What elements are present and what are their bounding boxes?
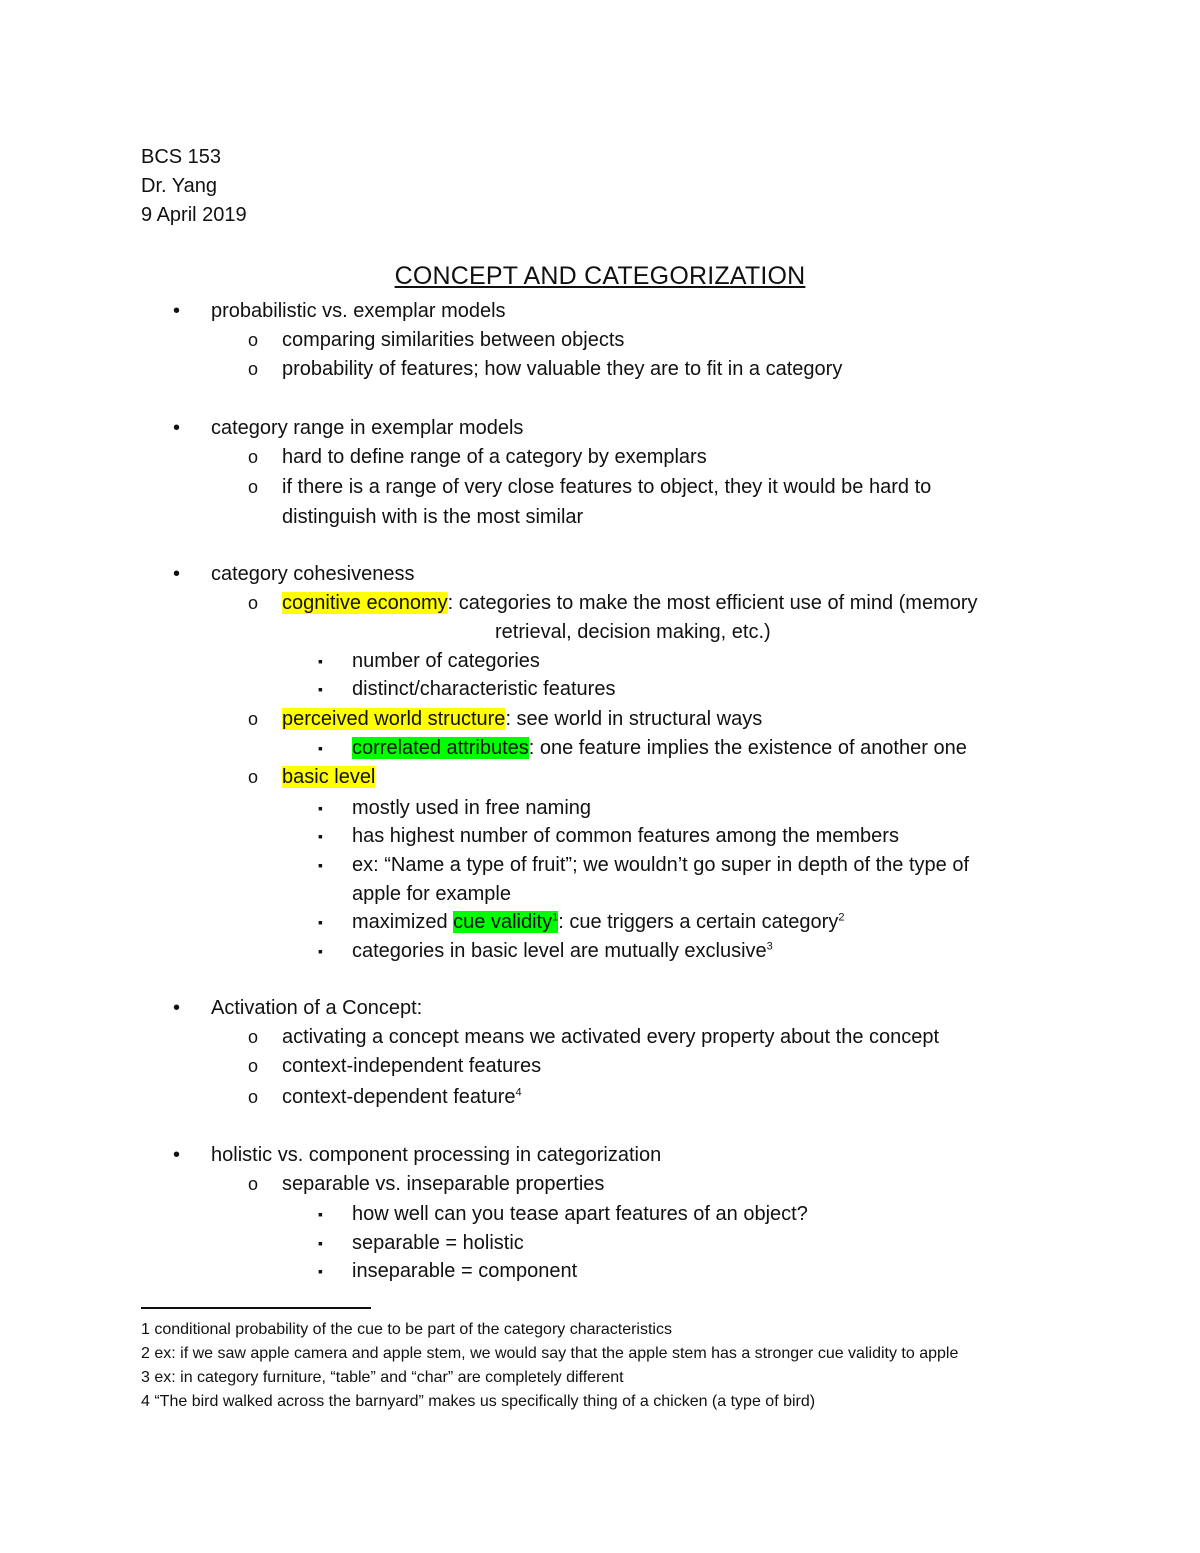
list-item: comparing similarities between objects — [282, 329, 625, 351]
bullet-square-icon: ▪ — [318, 681, 323, 697]
term-definition: : one feature implies the existence of another one — [528, 737, 967, 759]
list-item: mostly used in free naming — [352, 797, 592, 819]
highlighted-term: cognitive economy — [282, 592, 448, 614]
list-item: distinct/characteristic features — [352, 678, 616, 700]
bullet-square-icon: ▪ — [318, 1263, 323, 1279]
instructor-name: Dr. Yang — [141, 175, 217, 197]
bullet-square-icon: ▪ — [318, 1235, 323, 1251]
bullet-circle-icon: o — [248, 1174, 259, 1194]
highlighted-term: perceived world structure — [282, 708, 506, 730]
footnote-ref: 3 — [766, 940, 773, 953]
list-item: number of categories — [352, 650, 540, 672]
section-heading: holistic vs. component processing in categorization — [211, 1144, 662, 1166]
list-item — [282, 591, 978, 615]
term-text: cue validity — [453, 911, 553, 933]
term-definition: : see world in structural ways — [505, 708, 763, 730]
bullet-disc-icon: • — [173, 563, 181, 585]
list-item: separable vs. inseparable properties — [282, 1173, 605, 1195]
item-prefix: maximized — [352, 911, 454, 933]
list-item: context-independent features — [282, 1055, 542, 1077]
term-definition: : categories to make the most efficient use of mind (memory — [447, 592, 978, 614]
section-heading: category cohesiveness — [211, 563, 415, 585]
bullet-square-icon: ▪ — [318, 828, 323, 844]
document-date: 9 April 2019 — [141, 204, 247, 226]
footnote: 1 conditional probability of the cue to be part of the category characteristics — [141, 1321, 672, 1338]
list-item: hard to define range of a category by exemplars — [282, 446, 707, 468]
list-item: has highest number of common features among the members — [352, 825, 899, 847]
section-heading: Activation of a Concept: — [211, 997, 423, 1019]
bullet-disc-icon: • — [173, 417, 181, 439]
list-item-continuation: distinguish with is the most similar — [282, 506, 584, 528]
bullet-circle-icon: o — [248, 767, 259, 787]
list-item: probability of features; how valuable they are to fit in a category — [282, 358, 843, 380]
page-title: CONCEPT AND CATEGORIZATION — [394, 262, 806, 290]
course-code: BCS 153 — [141, 146, 222, 168]
bullet-disc-icon: • — [173, 1144, 181, 1166]
list-item-continuation: retrieval, decision making, etc.) — [495, 621, 771, 643]
bullet-square-icon: ▪ — [318, 740, 323, 756]
item-text: context-dependent feature — [282, 1086, 516, 1108]
list-item — [352, 910, 844, 934]
term-definition: : cue triggers a certain category — [558, 911, 839, 933]
list-item: if there is a range of very close features to object, they it would be hard to — [282, 476, 932, 498]
list-item — [352, 939, 773, 963]
section-heading: category range in exemplar models — [211, 417, 524, 439]
list-item-continuation: apple for example — [352, 883, 511, 905]
bullet-square-icon: ▪ — [318, 653, 323, 669]
bullet-circle-icon: o — [248, 593, 259, 613]
list-item — [352, 736, 967, 760]
bullet-circle-icon: o — [248, 709, 259, 729]
highlighted-term: correlated attributes — [352, 737, 529, 759]
bullet-circle-icon: o — [248, 1087, 259, 1107]
bullet-circle-icon: o — [248, 330, 259, 350]
list-item: ex: “Name a type of fruit”; we wouldn’t go super in depth of the type of — [352, 854, 970, 876]
item-text: categories in basic level are mutually exclusive — [352, 940, 767, 962]
bullet-circle-icon: o — [248, 477, 259, 497]
footnote-ref: 2 — [838, 911, 845, 924]
list-item — [282, 707, 762, 731]
bullet-circle-icon: o — [248, 1027, 259, 1047]
footnote-ref: 4 — [515, 1086, 522, 1099]
footnote: 4 “The bird walked across the barnyard” makes us specifically thing of a chicken (a type of bird) — [141, 1393, 816, 1410]
bullet-square-icon: ▪ — [318, 857, 323, 873]
footnote-divider — [141, 1307, 371, 1309]
bullet-disc-icon: • — [173, 300, 181, 322]
bullet-circle-icon: o — [248, 447, 259, 467]
bullet-square-icon: ▪ — [318, 1206, 323, 1222]
footnote: 3 ex: in category furniture, “table” and “char” are completely different — [141, 1369, 624, 1386]
list-item: how well can you tease apart features of an object? — [352, 1203, 808, 1225]
list-item: activating a concept means we activated every property about the concept — [282, 1026, 940, 1048]
bullet-disc-icon: • — [173, 997, 181, 1019]
bullet-square-icon: ▪ — [318, 800, 323, 816]
bullet-square-icon: ▪ — [318, 914, 323, 930]
footnote: 2 ex: if we saw apple camera and apple stem, we would say that the apple stem has a stronger cue validity to apple — [141, 1345, 959, 1362]
highlighted-term — [453, 911, 558, 933]
bullet-circle-icon: o — [248, 359, 259, 379]
list-item — [282, 765, 375, 789]
footnote-ref: 1 — [552, 911, 559, 924]
highlighted-term: basic level — [282, 766, 376, 788]
list-item — [282, 1085, 522, 1109]
list-item: separable = holistic — [352, 1232, 524, 1254]
bullet-circle-icon: o — [248, 1056, 259, 1076]
section-heading: probabilistic vs. exemplar models — [211, 300, 506, 322]
bullet-square-icon: ▪ — [318, 943, 323, 959]
list-item: inseparable = component — [352, 1260, 578, 1282]
